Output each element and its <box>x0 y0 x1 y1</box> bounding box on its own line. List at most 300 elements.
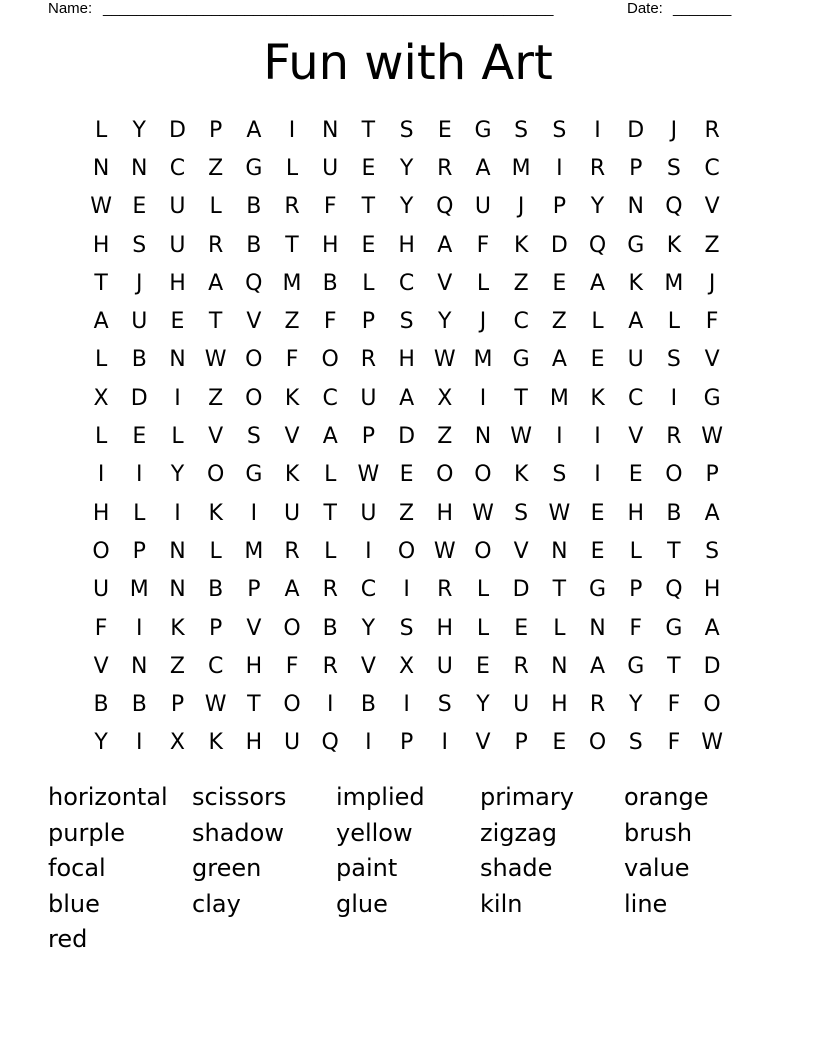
grid-letter: P <box>705 462 719 488</box>
grid-letter: X <box>437 385 453 411</box>
grid-letter: P <box>399 730 414 756</box>
grid-letter: O <box>588 730 607 756</box>
grid-letter: L <box>324 462 337 488</box>
grid-letter: R <box>589 692 606 718</box>
grid-letter: A <box>590 653 606 679</box>
grid-letter: Z <box>208 155 224 181</box>
grid-letter: B <box>131 692 147 718</box>
grid-letter: V <box>246 309 262 335</box>
grid-letter: D <box>703 653 721 679</box>
grid-letter: J <box>708 270 716 296</box>
grid-letter: W <box>472 500 494 526</box>
grid-letter: M <box>244 538 264 564</box>
grid-letter: P <box>209 615 223 641</box>
grid-letter: R <box>360 347 377 373</box>
grid-letter: B <box>322 270 338 296</box>
grid-letter: F <box>285 347 299 373</box>
grid-letter: T <box>208 309 223 335</box>
grid-letter: T <box>285 232 299 258</box>
grid-letter: D <box>550 232 568 258</box>
grid-letter: V <box>704 194 720 220</box>
grid-letter: N <box>474 424 492 450</box>
grid-letter: W <box>433 538 456 564</box>
grid-letter: O <box>92 538 110 564</box>
grid-letter: N <box>92 155 110 181</box>
grid-letter: L <box>94 347 108 373</box>
grid-letter: G <box>589 577 607 603</box>
grid-letter: P <box>361 309 376 335</box>
grid-letter: S <box>552 117 567 143</box>
grid-letter: P <box>552 194 566 220</box>
grid-letter: A <box>93 309 109 335</box>
grid-letter: J <box>479 309 487 335</box>
grid-letter: H <box>551 692 568 718</box>
grid-letter: N <box>321 117 339 143</box>
grid-letter: I <box>365 538 372 564</box>
grid-letter: S <box>552 462 567 488</box>
word-list-item: primary <box>480 783 574 811</box>
grid-letter: A <box>551 347 567 373</box>
grid-letter: N <box>169 538 186 564</box>
grid-letter: W <box>357 462 380 488</box>
grid-letter: N <box>169 347 186 373</box>
grid-letter: B <box>131 347 147 373</box>
grid-letter: O <box>703 692 721 718</box>
grid-letter: Z <box>513 270 529 296</box>
word-list-item: glue <box>336 889 388 918</box>
grid-letter: B <box>360 692 376 718</box>
word-list-item: purple <box>48 818 125 847</box>
word-list <box>48 780 768 958</box>
grid-letter: L <box>667 309 681 335</box>
grid-letter: R <box>666 424 682 450</box>
grid-letter: S <box>399 615 414 641</box>
grid-letter: T <box>667 653 681 679</box>
grid-letter: U <box>360 500 377 526</box>
grid-letter: R <box>208 232 224 258</box>
grid-letter: E <box>552 270 567 296</box>
grid-letter: I <box>174 385 181 411</box>
date-blank-line: _______ <box>673 0 732 17</box>
grid-letter: T <box>361 194 376 220</box>
grid-letter: A <box>590 270 606 296</box>
date-label: Date: <box>627 0 663 17</box>
grid-letter: P <box>629 155 643 181</box>
grid-letter: R <box>589 155 606 181</box>
grid-letter: H <box>245 730 263 756</box>
grid-letter: I <box>326 692 334 718</box>
grid-letter: Z <box>284 309 300 335</box>
grid-letter: A <box>704 500 720 526</box>
grid-letter: O <box>436 462 454 488</box>
grid-letter: U <box>627 347 644 373</box>
grid-letter: L <box>94 117 108 143</box>
grid-letter: K <box>666 232 682 258</box>
grid-letter: W <box>204 347 227 373</box>
grid-letter: Y <box>399 155 414 181</box>
grid-letter: D <box>627 117 645 143</box>
word-list-item: kiln <box>480 889 523 918</box>
grid-letter: R <box>704 117 720 143</box>
grid-letter: R <box>437 577 453 603</box>
grid-letter: L <box>476 270 490 296</box>
grid-letter: E <box>514 615 529 641</box>
grid-letter: Y <box>476 692 490 718</box>
grid-letter: U <box>474 194 492 220</box>
grid-letter: E <box>628 462 643 488</box>
grid-letter: P <box>170 692 185 718</box>
grid-letter: I <box>97 462 105 488</box>
word-list-item: line <box>624 889 668 918</box>
grid-letter: I <box>556 424 563 450</box>
word-list-item: zigzag <box>480 818 558 847</box>
grid-letter: E <box>170 309 185 335</box>
grid-letter: C <box>628 385 644 411</box>
grid-letter: O <box>321 347 339 373</box>
grid-letter: O <box>665 462 683 488</box>
grid-letter: B <box>93 692 109 718</box>
grid-letter: O <box>474 462 492 488</box>
grid-letter: R <box>437 155 453 181</box>
grid-letter: T <box>667 538 681 564</box>
grid-letter: V <box>513 538 529 564</box>
grid-letter: G <box>474 117 492 143</box>
grid-letter: Q <box>665 577 683 603</box>
grid-letter: O <box>283 615 301 641</box>
grid-letter: C <box>207 653 224 679</box>
grid-letter: H <box>92 500 110 526</box>
word-list-item: shade <box>480 854 553 883</box>
grid-letter: G <box>512 347 530 373</box>
grid-letter: O <box>397 538 416 564</box>
grid-letter: L <box>285 155 299 181</box>
grid-letter: V <box>284 424 300 450</box>
grid-letter: T <box>361 117 376 143</box>
grid-letter: H <box>703 577 721 603</box>
grid-letter: K <box>208 500 223 526</box>
grid-letter: M <box>282 270 302 296</box>
grid-letter: E <box>361 232 376 258</box>
grid-letter: F <box>285 653 299 679</box>
grid-letter: G <box>665 615 683 641</box>
grid-letter: W <box>548 500 571 526</box>
grid-letter: B <box>666 500 682 526</box>
grid-letter: L <box>362 270 375 296</box>
grid-letter: I <box>136 615 143 641</box>
grid-letter: R <box>513 653 529 679</box>
header-line <box>0 0 816 20</box>
grid-letter: Q <box>588 232 607 258</box>
word-list-item: value <box>624 854 690 883</box>
word-list-item: brush <box>624 818 693 847</box>
grid-letter: K <box>513 232 529 258</box>
grid-letter: H <box>92 232 110 258</box>
grid-letter: W <box>433 347 456 373</box>
grid-letter: B <box>246 232 262 258</box>
grid-letter: P <box>629 577 643 603</box>
word-list-item: orange <box>624 783 709 811</box>
grid-letter: H <box>321 232 339 258</box>
grid-letter: K <box>513 462 529 488</box>
grid-letter: L <box>133 500 146 526</box>
grid-letter: L <box>324 538 337 564</box>
grid-letter: Z <box>169 653 185 679</box>
grid-letter: O <box>206 462 225 488</box>
grid-letter: S <box>246 424 261 450</box>
grid-letter: E <box>437 117 452 143</box>
grid-letter: S <box>666 155 681 181</box>
grid-letter: K <box>590 385 605 411</box>
grid-letter: M <box>129 577 149 603</box>
grid-letter: Y <box>438 309 452 335</box>
grid-letter: C <box>704 155 720 181</box>
grid-letter: Z <box>551 309 567 335</box>
grid-letter: A <box>208 270 224 296</box>
grid-letter: A <box>399 385 415 411</box>
grid-letter: P <box>247 577 261 603</box>
grid-letter: Y <box>132 117 146 143</box>
grid-letter: W <box>701 424 723 450</box>
word-list-item: red <box>48 925 88 954</box>
grid-letter: W <box>204 692 227 718</box>
grid-letter: S <box>705 538 720 564</box>
grid-letter: P <box>209 117 223 143</box>
grid-letter: X <box>169 730 185 756</box>
grid-letter: O <box>245 385 263 411</box>
grid-letter: A <box>437 232 453 258</box>
grid-letter: F <box>476 232 490 258</box>
word-list-item: scissors <box>192 783 287 811</box>
grid-letter: N <box>551 538 568 564</box>
grid-letter: G <box>627 653 645 679</box>
page-title: Fun with Art <box>263 35 553 91</box>
grid-letter: S <box>399 117 414 143</box>
grid-letter: F <box>323 194 337 220</box>
grid-letter: E <box>590 538 605 564</box>
grid-letter: H <box>436 615 454 641</box>
grid-letter: L <box>553 615 566 641</box>
grid-letter: L <box>476 615 490 641</box>
grid-letter: N <box>131 155 148 181</box>
grid-letter: Y <box>94 730 108 756</box>
grid-letter: O <box>283 692 301 718</box>
grid-letter: Q <box>665 194 683 220</box>
grid-letter: N <box>169 577 186 603</box>
grid-letter: M <box>664 270 684 296</box>
grid-letter: T <box>514 385 528 411</box>
grid-letter: O <box>245 347 263 373</box>
grid-letter: G <box>245 155 263 181</box>
grid-letter: S <box>132 232 147 258</box>
grid-letter: Z <box>704 232 720 258</box>
grid-letter: U <box>513 692 530 718</box>
grid-letter: E <box>590 347 605 373</box>
grid-letter: U <box>436 653 453 679</box>
grid-letter: F <box>94 615 108 641</box>
grid-letter: A <box>322 424 338 450</box>
grid-letter: P <box>132 538 146 564</box>
grid-letter: C <box>322 385 338 411</box>
grid-letter: W <box>90 194 112 220</box>
grid-letter: P <box>514 730 528 756</box>
grid-letter: I <box>594 117 601 143</box>
grid-letter: N <box>589 615 606 641</box>
grid-letter: X <box>399 653 415 679</box>
grid-letter: I <box>250 500 258 526</box>
grid-letter: Q <box>436 194 454 220</box>
grid-letter: Z <box>437 424 453 450</box>
grid-letter: J <box>136 270 143 296</box>
grid-letter: F <box>705 309 719 335</box>
grid-letter: Z <box>208 385 224 411</box>
grid-letter: L <box>171 424 184 450</box>
grid-letter: E <box>399 462 414 488</box>
grid-letter: G <box>703 385 721 411</box>
grid-letter: I <box>479 385 487 411</box>
grid-letter: T <box>247 692 261 718</box>
grid-letter: R <box>284 194 300 220</box>
grid-letter: K <box>284 462 300 488</box>
grid-letter: Y <box>399 194 414 220</box>
grid-letter: V <box>360 653 376 679</box>
grid-letter: V <box>93 653 109 679</box>
word-list-item: shadow <box>192 818 284 847</box>
grid-letter: F <box>667 692 681 718</box>
word-list-item: clay <box>192 889 241 918</box>
grid-letter: K <box>208 730 223 756</box>
grid-letter: V <box>628 424 644 450</box>
grid-letter: I <box>403 577 410 603</box>
grid-letter: I <box>670 385 678 411</box>
grid-letter: A <box>628 309 644 335</box>
grid-letter: K <box>284 385 300 411</box>
grid-letter: D <box>398 424 416 450</box>
grid-letter: U <box>360 385 377 411</box>
grid-letter: I <box>174 500 181 526</box>
grid-letter: F <box>629 615 643 641</box>
grid-letter: G <box>627 232 645 258</box>
grid-letter: L <box>94 424 108 450</box>
grid-letter: I <box>136 730 143 756</box>
grid-letter: E <box>476 653 490 679</box>
grid-letter: B <box>246 194 262 220</box>
grid-letter: L <box>476 577 490 603</box>
grid-letter: E <box>552 730 567 756</box>
grid-letter: N <box>627 194 644 220</box>
grid-letter: I <box>594 424 601 450</box>
grid-letter: D <box>130 385 148 411</box>
name-label: Name: <box>48 0 93 17</box>
grid-letter: S <box>399 309 414 335</box>
grid-letter: U <box>283 730 301 756</box>
grid-letter: R <box>322 577 338 603</box>
grid-letter: J <box>670 117 678 143</box>
grid-letter: T <box>94 270 108 296</box>
word-list-item: green <box>192 854 262 883</box>
grid-letter: U <box>131 309 148 335</box>
grid-letter: G <box>245 462 263 488</box>
grid-letter: I <box>556 155 563 181</box>
grid-letter: H <box>436 500 454 526</box>
grid-letter: V <box>704 347 720 373</box>
grid-letter: U <box>169 194 186 220</box>
word-list-item: focal <box>48 854 106 883</box>
grid-letter: I <box>594 462 601 488</box>
grid-letter: Q <box>245 270 263 296</box>
grid-letter: H <box>169 270 186 296</box>
grid-letter: W <box>510 424 533 450</box>
grid-letter: Y <box>361 615 376 641</box>
grid-letter: A <box>704 615 720 641</box>
grid-letter: U <box>169 232 186 258</box>
grid-letter: S <box>628 730 643 756</box>
grid-letter: X <box>93 385 109 411</box>
grid-letter: T <box>552 577 567 603</box>
grid-letter: L <box>209 538 222 564</box>
grid-letter: T <box>323 500 337 526</box>
grid-letter: L <box>629 538 642 564</box>
name-blank-line: ______________________________________________________ <box>103 0 554 17</box>
grid-letter: U <box>283 500 301 526</box>
grid-letter: M <box>511 155 531 181</box>
grid-letter: I <box>136 462 143 488</box>
grid-letter: Y <box>628 692 643 718</box>
grid-letter: Y <box>170 462 185 488</box>
grid-letter: L <box>591 309 604 335</box>
grid-letter: E <box>132 194 147 220</box>
grid-letter: H <box>398 347 415 373</box>
grid-letter: C <box>398 270 415 296</box>
grid-letter: A <box>475 155 491 181</box>
grid-letter: J <box>517 194 525 220</box>
grid-letter: F <box>323 309 337 335</box>
grid-letter: W <box>701 730 723 756</box>
word-list-item: paint <box>336 854 398 883</box>
grid-letter: Y <box>590 194 605 220</box>
grid-letter: S <box>514 117 529 143</box>
grid-letter: F <box>667 730 681 756</box>
grid-letter: K <box>170 615 185 641</box>
grid-letter: E <box>590 500 605 526</box>
grid-letter: H <box>398 232 415 258</box>
grid-letter: S <box>666 347 681 373</box>
grid-letter: C <box>169 155 186 181</box>
grid-letter: S <box>437 692 452 718</box>
grid-letter: Z <box>399 500 415 526</box>
word-list-item: blue <box>48 889 100 918</box>
grid-letter: V <box>208 424 224 450</box>
grid-letter: D <box>168 117 186 143</box>
grid-letter: S <box>514 500 529 526</box>
grid-letter: U <box>93 577 110 603</box>
grid-letter: A <box>246 117 262 143</box>
word-list-item: implied <box>336 783 425 811</box>
grid-letter: O <box>474 538 492 564</box>
grid-letter: I <box>365 730 372 756</box>
grid-letter: E <box>361 155 376 181</box>
grid-letter: Q <box>321 730 339 756</box>
grid-letter: L <box>209 194 222 220</box>
grid-letter: B <box>322 615 338 641</box>
grid-letter: D <box>512 577 530 603</box>
grid-letter: A <box>284 577 300 603</box>
grid-letter: I <box>288 117 296 143</box>
letter-grid <box>82 111 731 762</box>
grid-letter: P <box>361 424 376 450</box>
grid-letter: C <box>360 577 377 603</box>
grid-letter: V <box>475 730 491 756</box>
grid-letter: M <box>473 347 493 373</box>
